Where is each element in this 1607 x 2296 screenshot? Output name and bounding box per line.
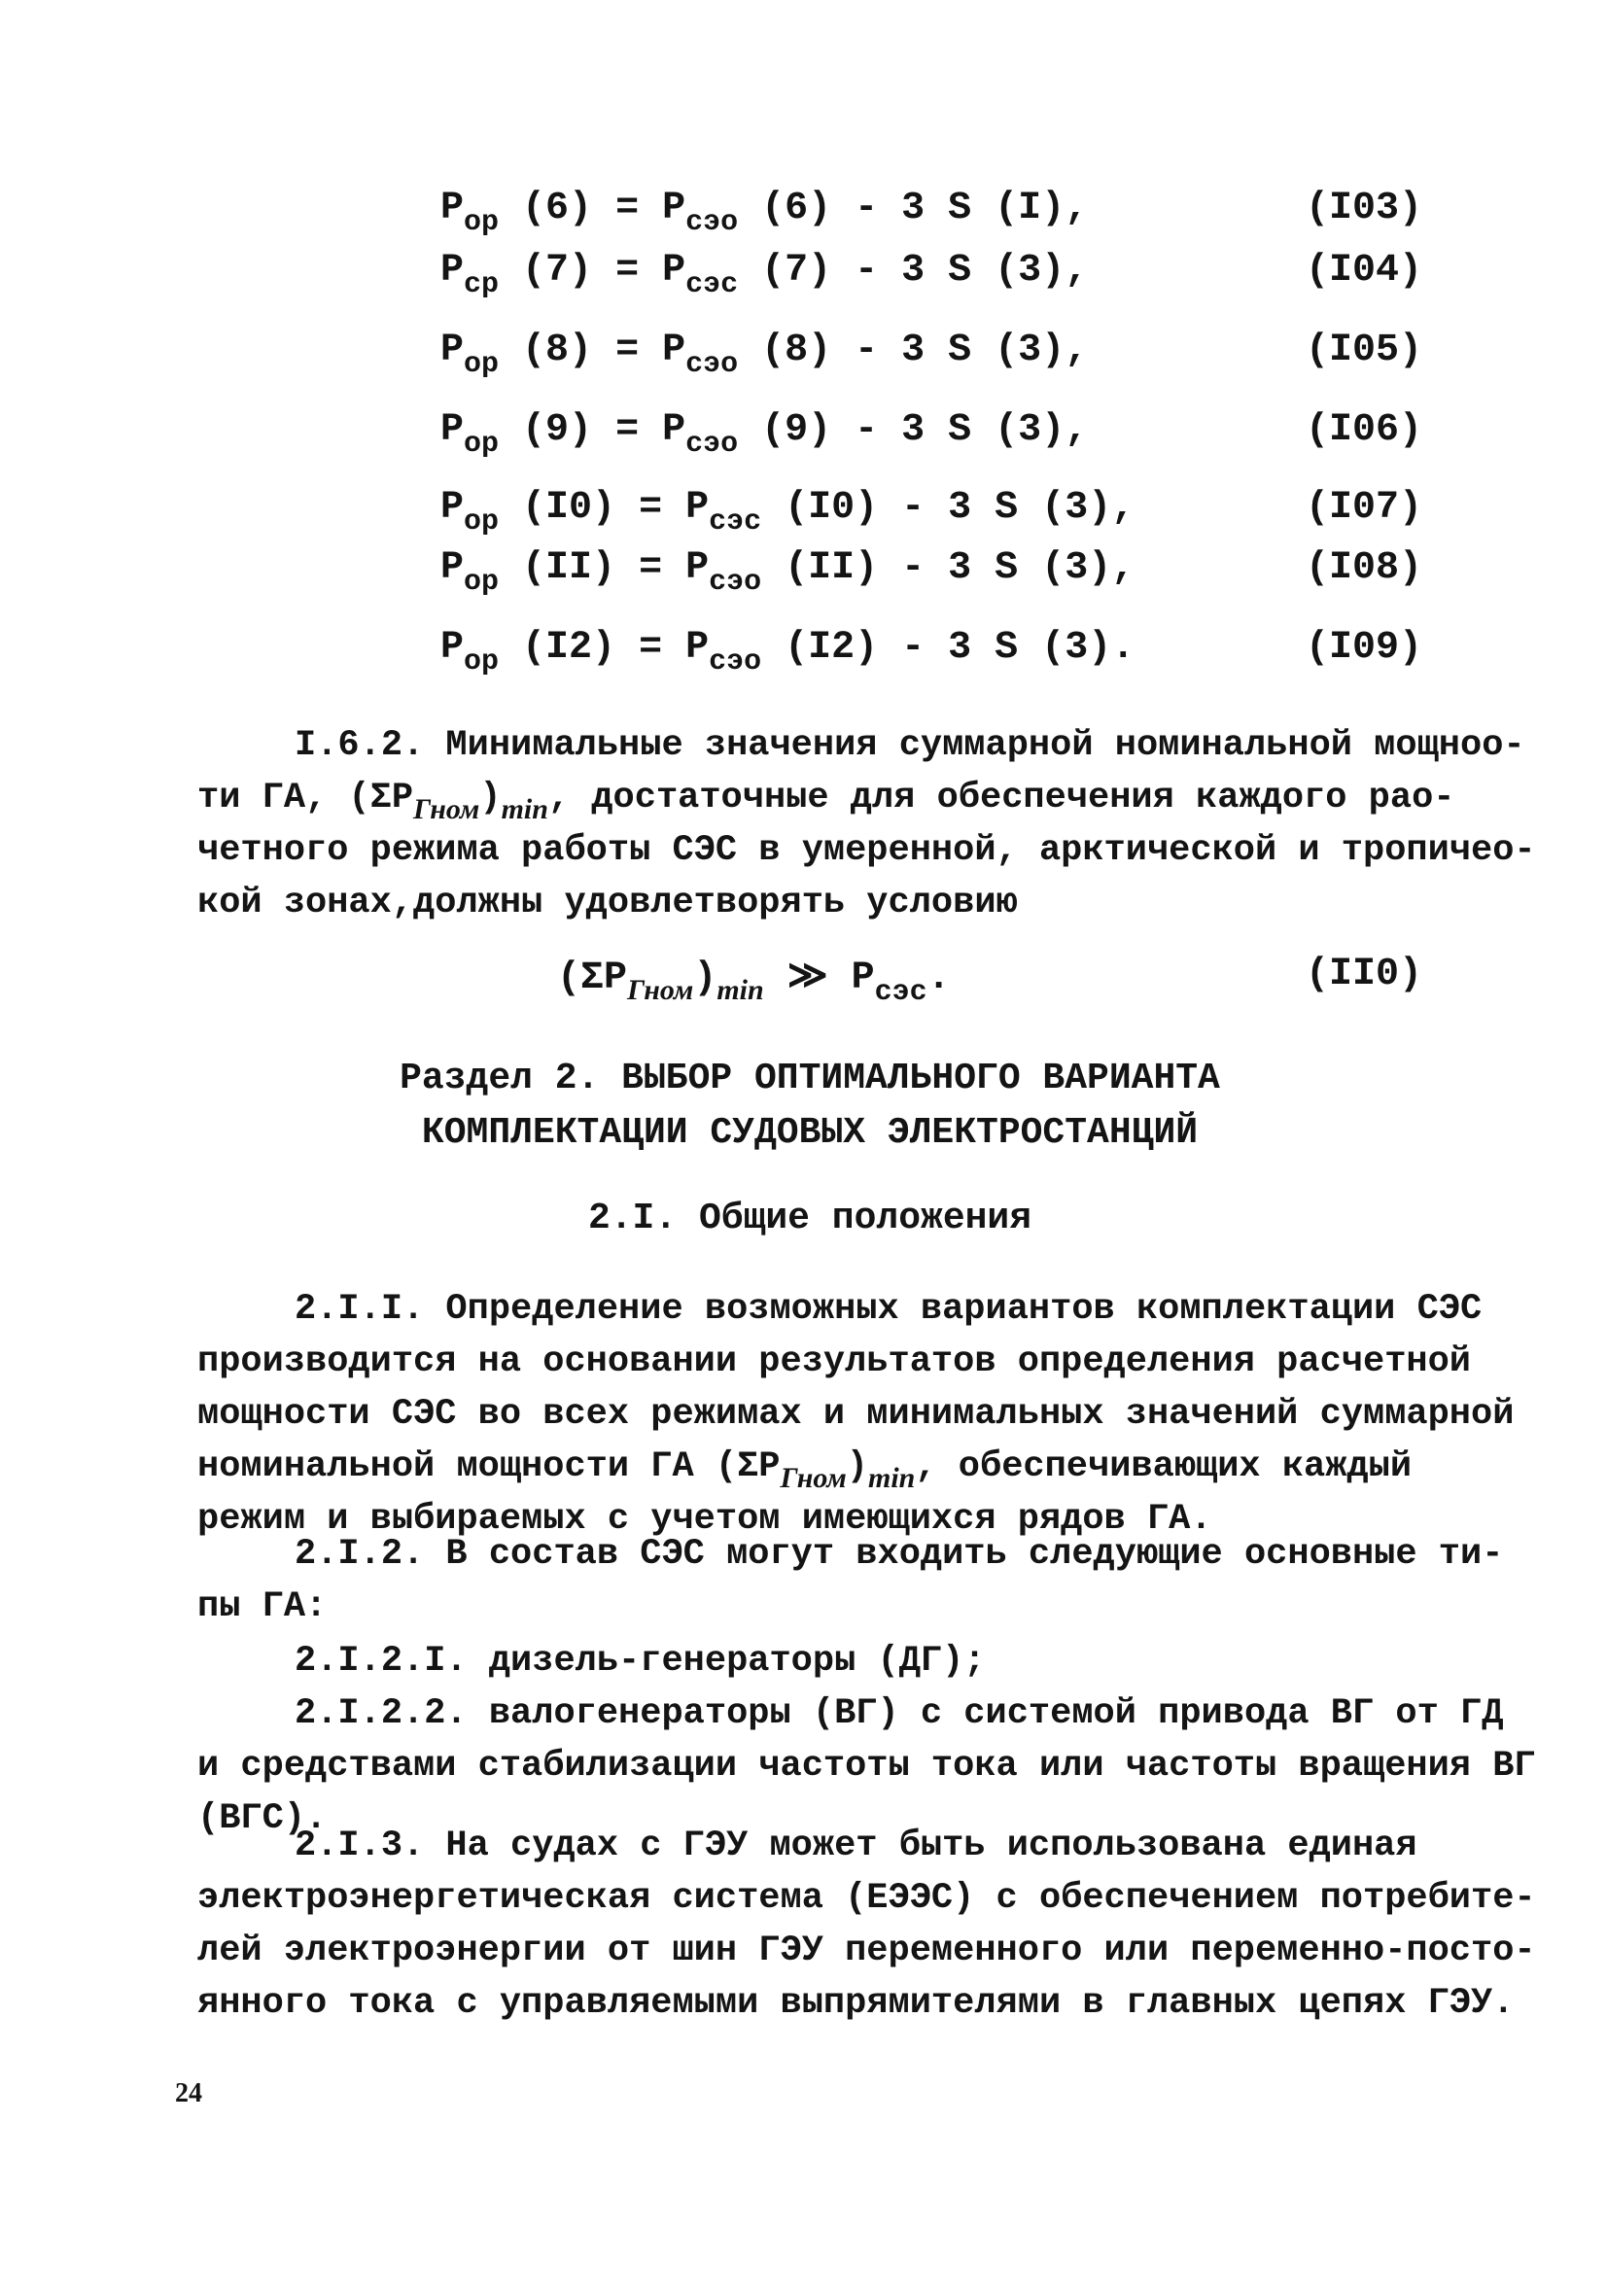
equation-lhs: $P_{ор}$ (8) [440,329,593,381]
text-line: пы ГА: [197,1586,328,1627]
text-line: номинальной мощности ГА $(\Sigma P_{Гном})_{min}$, обеспечивающих каждый [197,1446,1413,1494]
equation-number: (I05) [1305,329,1422,372]
much-greater-sign: ≫ [786,957,828,1000]
paragraph-2-1-2-1 [197,1635,1422,1687]
equals-sign: = [615,187,663,230]
text-line: ти ГА, $(\Sigma P_{Гном})_{min}$, достаточные для обеспечения каждого рао- [197,778,1455,825]
text-line: и средствами стабилизации частоты тока или частоты вращения ВГ [197,1746,1536,1787]
equation-lhs: $P_{ор}$ (II) [440,546,616,599]
text-line: четного режима работы СЭС в умеренной, арктической и тропичео- [197,830,1536,871]
text-line: 2.I.2. В состав СЭС могут входить следующие основные ти- [295,1534,1504,1575]
equation-110 [197,953,1422,1013]
text-line: лей электроэнергии от шин ГЭУ переменного или переменно-посто- [197,1931,1536,1971]
text-line: 2.I.3. На судах с ГЭУ может быть использована единая [295,1826,1417,1866]
equals-sign: = [639,546,686,590]
equation-109 [440,626,1422,686]
equals-sign: = [615,249,663,293]
equation-105 [440,329,1422,389]
text-line: электроэнергетическая система (ЕЭЭС) с обеспечением потребите- [197,1878,1536,1919]
equation-number: (II0) [1305,953,1422,996]
equation-104 [440,249,1422,309]
text-line: 2.I.2.I. дизель-генераторы (ДГ); [295,1641,986,1682]
section-heading-line-1: Раздел 2. ВЫБОР ОПТИМАЛЬНОГО ВАРИАНТА [400,1058,1220,1099]
equation-107 [440,486,1422,546]
equation-rhs: $P_{сэс}$ (I0) - 3 S (3), [685,486,1135,539]
equation-lhs: $P_{ор}$ (6) [440,187,593,239]
equation-rhs: $P_{сэо}$ (I2) - 3 S (3). [685,626,1135,678]
equation-body: $(\Sigma P_{Гном})_{min}$ ≫ $P_{сэс}$. [557,957,951,1009]
equation-lhs: $P_{ор}$ (I0) [440,486,616,539]
text-line: I.6.2. Минимальные значения суммарной номинальной мощноо- [295,725,1525,766]
equation-lhs: $P_{ор}$ (9) [440,408,593,461]
text-line: янного тока с управляемыми выпрямителями в главных цепях ГЭУ. [197,1983,1515,2024]
equation-lhs: $P_{ор}$ (I2) [440,626,616,678]
equation-rhs: $P_{сэо}$ (8) - 3 S (3), [662,329,1089,381]
equation-number: (I06) [1305,408,1422,452]
equation-rhs: $P_{сэо}$ (II) - 3 S (3), [685,546,1135,599]
text-line: кой зонах,должны удовлетворять условию [197,883,1018,923]
text-line: производится на основании результатов определения расчетной [197,1341,1472,1382]
paragraph-1-6-2 [197,719,1536,929]
equation-lhs: $P_{ср}$ (7) [440,249,593,301]
equation-106 [440,408,1422,469]
equation-103 [440,187,1422,247]
text-line: режим и выбираемых с учетом имеющихся рядов ГА. [197,1499,1212,1540]
equation-number: (I07) [1305,486,1422,530]
paragraph-2-1-3 [197,1820,1536,2030]
equation-number: (I09) [1305,626,1422,670]
equals-sign: = [639,626,686,670]
equals-sign: = [615,408,663,452]
text-line: 2.I.I. Определение возможных вариантов комплектации СЭС [295,1289,1483,1330]
equation-rhs: $P_{сэо}$ (9) - 3 S (3), [662,408,1089,461]
page-number: 24 [175,2078,202,2108]
equation-rhs: $P_{сэс}$ (7) - 3 S (3), [662,249,1089,301]
equals-sign: = [639,486,686,530]
text-line: (ВГС). [197,1798,328,1839]
equation-rhs: $P_{сэо}$ (6) - 3 S (I), [662,187,1089,239]
paragraph-2-1-1 [197,1283,1515,1546]
equation-number: (I03) [1305,187,1422,230]
equation-108 [440,546,1422,607]
section-heading [197,1052,1422,1161]
equals-sign: = [615,329,663,372]
text-line: 2.I.2.2. валогенераторы (ВГ) с системой привода ВГ от ГД [295,1693,1504,1734]
section-heading-line-2: КОМПЛЕКТАЦИИ СУДОВЫХ ЭЛЕКТРОСТАНЦИЙ [421,1112,1199,1154]
equation-number: (I08) [1305,546,1422,590]
equation-number: (I04) [1305,249,1422,293]
text-line: мощности СЭС во всех режимах и минимальных значений суммарной [197,1394,1515,1435]
paragraph-2-1-2 [197,1528,1504,1633]
subsection-heading: 2.I. Общие положения [587,1198,1032,1239]
